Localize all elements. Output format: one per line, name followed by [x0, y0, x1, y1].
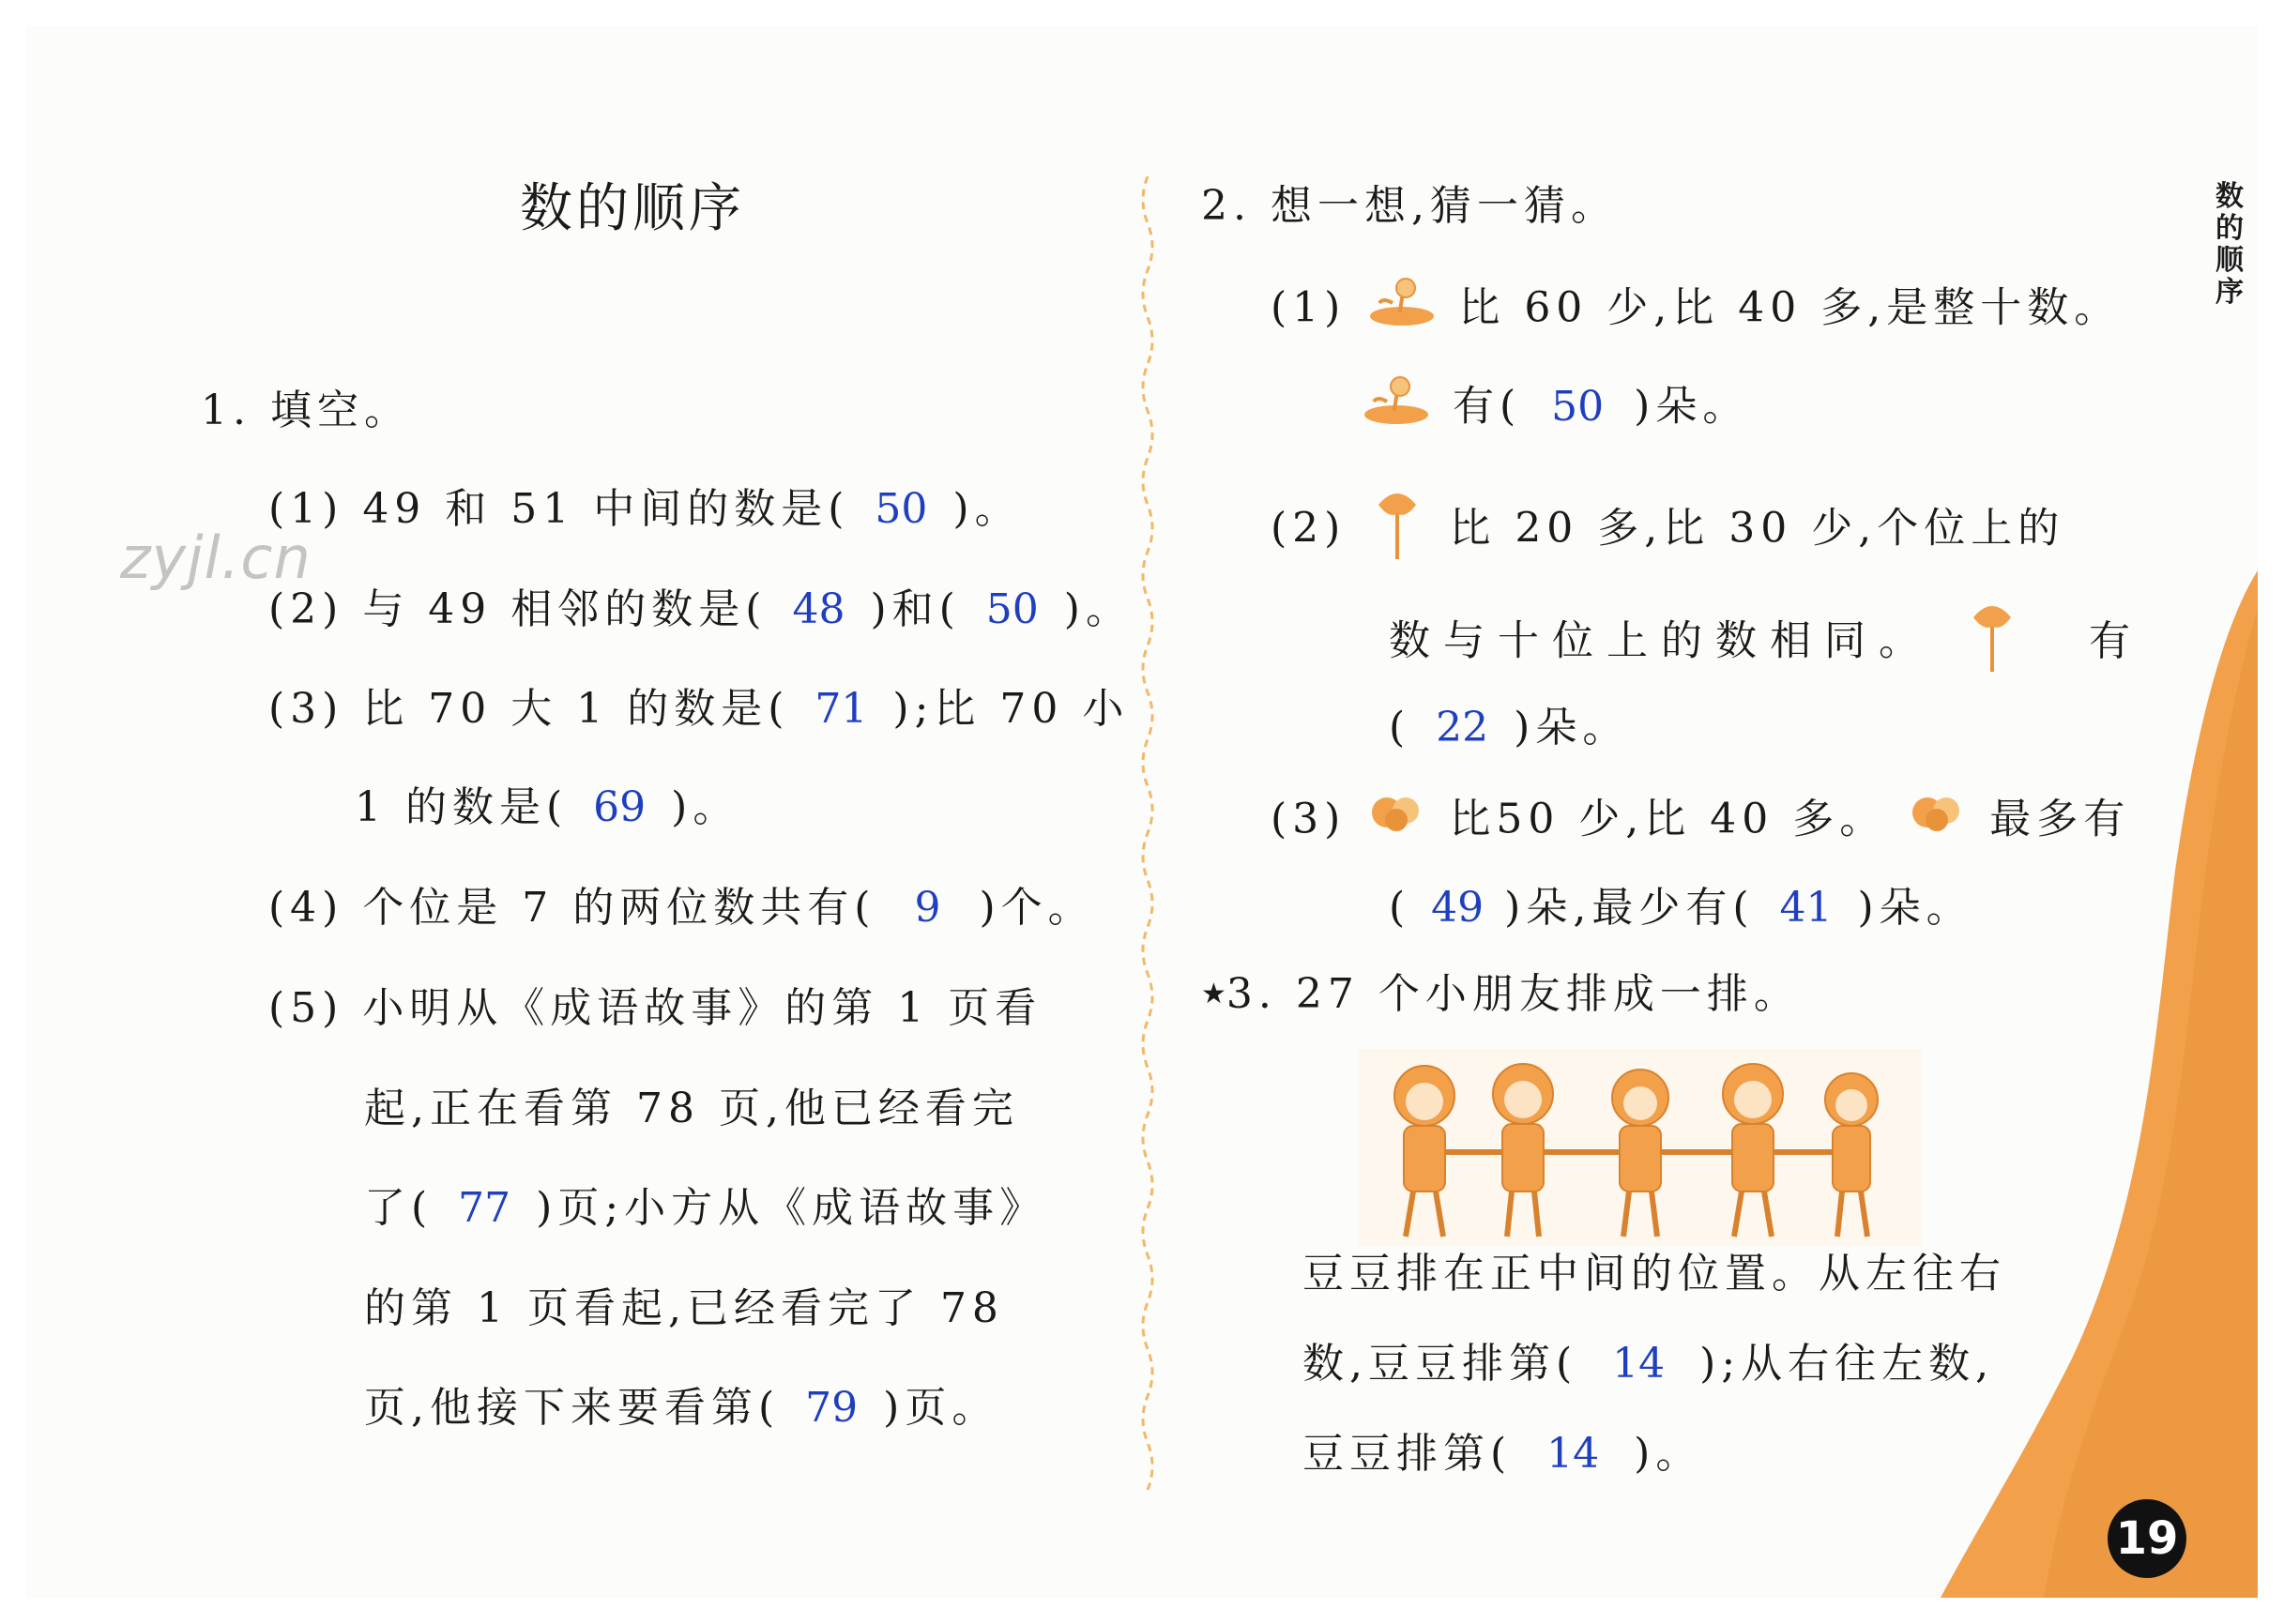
answer: 69: [593, 783, 647, 831]
answer: 77: [458, 1184, 511, 1232]
q3-line2: 数,豆豆排第( 14 );从右往左数,: [1302, 1336, 1994, 1392]
flower-cluster-icon: [1905, 788, 1971, 856]
q3-header: ★3. 27 个小朋友排成一排。: [1201, 970, 1801, 1018]
answer: 79: [805, 1384, 859, 1432]
workbook-page: [26, 26, 2258, 1598]
page-title: 数的顺序: [520, 178, 745, 239]
watermark: zyjl.cn: [120, 524, 312, 592]
q1-header: 1. 填空。: [201, 387, 411, 434]
q2-part3-line1: (3) 比50 少,比 40 多。 最多有: [1271, 788, 2130, 856]
q1-part1: (1) 49 和 51 中间的数是( 50 )。: [268, 481, 1022, 538]
flower-pot-icon: [1364, 275, 1439, 346]
star-icon: ★: [1201, 978, 1226, 1010]
answer: 50: [985, 585, 1039, 633]
side-chapter-label: 数的顺序: [2215, 180, 2244, 309]
q3-line3: 豆豆排第( 14 )。: [1302, 1426, 1702, 1482]
q2-header: 2. 想一想,猜一猜。: [1201, 182, 1618, 230]
column-divider: [1134, 176, 1162, 1490]
q1-part5-line1: (5) 小明从《成语故事》的第 1 页看: [268, 984, 1043, 1032]
answer: 9: [914, 884, 941, 932]
answer: 41: [1779, 884, 1833, 932]
flower-icon: [1364, 486, 1430, 576]
q2-part2-line1: (2) 比 20 多,比 30 少,个位上的: [1271, 486, 2064, 576]
answer: 48: [792, 585, 845, 633]
q1-part5-line5: 页,他接下来要看第( 79 )页。: [364, 1380, 998, 1436]
q1-part5-line2: 起,正在看第 78 页,他已经看完: [364, 1085, 1019, 1132]
flower-icon: [1959, 599, 2025, 689]
answer: 50: [875, 485, 928, 533]
answer: 71: [815, 685, 868, 733]
q2-part2-line3: ( 22 )朵。: [1389, 700, 1629, 756]
answer: 22: [1436, 704, 1489, 751]
answer: 50: [1551, 382, 1605, 431]
children-illustration: [1359, 1049, 1922, 1246]
q1-part5-line3: 了( 77 )页;小方从《成语故事》: [364, 1180, 1046, 1237]
answer: 49: [1431, 884, 1485, 932]
q1-part2: (2) 与 49 相邻的数是( 48 )和( 50 )。: [268, 582, 1133, 638]
answer: 14: [1546, 1430, 1600, 1478]
page-number: 19: [2108, 1499, 2186, 1578]
q1-part4: (4) 个位是 7 的两位数共有( 9 )个。: [268, 880, 1095, 936]
q2-part3-line2: ( 49 )朵,最少有( 41 )朵。: [1389, 880, 1973, 936]
q1-part5-line4: 的第 1 页看起,已经看完了 78: [364, 1284, 1004, 1332]
answer: 14: [1612, 1340, 1666, 1388]
q1-part3-line2: 1 的数是( 69 )。: [355, 780, 739, 836]
flower-cluster-icon: [1364, 788, 1430, 856]
q2-part2-line2: 数与十位上的数相同。 有: [1389, 599, 2143, 689]
q1-part3-line1: (3) 比 70 大 1 的数是( 71 );比 70 小: [268, 681, 1129, 737]
q3-line1: 豆豆排在正中间的位置。从左往右: [1302, 1250, 2006, 1298]
q2-part1-line2: 有( 50 )朵。: [1359, 373, 1749, 445]
flower-pot-icon: [1359, 373, 1434, 445]
q2-part1-line1: (1) 比 60 少,比 40 多,是整十数。: [1271, 275, 2121, 346]
